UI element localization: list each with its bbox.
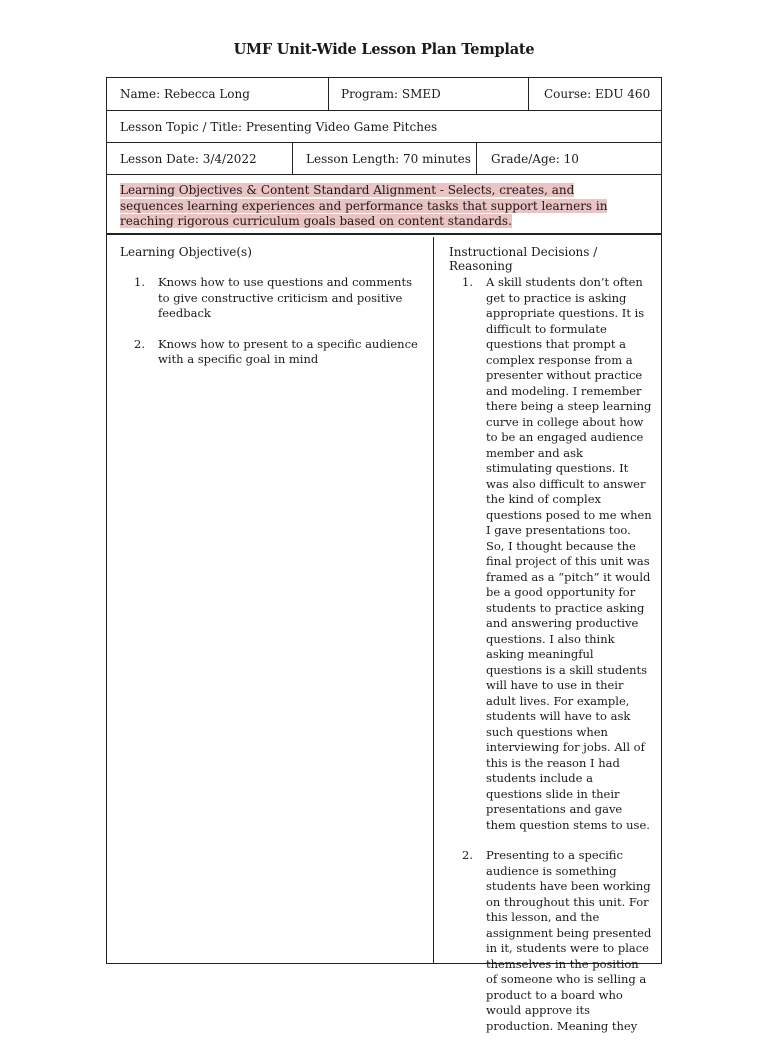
header-row-topic xyxy=(107,111,661,143)
topic-cell: Lesson Topic / Title: Presenting Video Game Pitches xyxy=(120,119,438,134)
objectives-alignment-row xyxy=(107,175,661,235)
list-text: A skill students don’t often get to practice is asking appropriate questions. It is difficult to formulate questions that prompt a complex response from a presenter without practice and modeling. I remember there being a steep learning curve in college about how to be an engaged audience member and ask stimulating questions. It was also difficult to answer the kind of complex questions posed to me when I gave presentations too. So, I thought because the final project of this unit was framed as a “pitch” it would be a good opportunity for students to practice asking and answering productive questions. I also think asking meaningful questions is a skill students will have to use in their adult lives. For example, students will have to ask such questions when interviewing for jobs. All of this is the reason I had students include a questions slide in their presentations and gave them question stems to use. xyxy=(486,275,652,832)
instructional-decisions-heading: Instructional Decisions / Reasoning xyxy=(449,245,598,273)
name-cell: Name: Rebecca Long xyxy=(120,87,250,101)
list-text: Knows how to use questions and comments to give constructive criticism and positive feedback xyxy=(158,275,412,320)
list-item xyxy=(462,848,652,1034)
program-cell: Program: SMED xyxy=(341,87,441,101)
learning-objectives-heading: Learning Objective(s) xyxy=(120,245,252,259)
list-number: 2. xyxy=(134,336,145,351)
page-title: UMF Unit-Wide Lesson Plan Template xyxy=(233,41,535,58)
course-cell: Course: EDU 460 xyxy=(544,87,651,101)
lesson-plan-table xyxy=(106,77,662,1033)
list-text: Presenting to a specific audience is something students have been working on throughout this unit. For this lesson, and the assignment being presented in it, students were to place themselves in the position of someone who is selling a product to a board who would approve its production. Meaning they xyxy=(486,848,652,1033)
learning-objectives-list xyxy=(134,275,424,383)
list-number: 2. xyxy=(462,848,473,862)
length-cell: Lesson Length: 70 minutes xyxy=(306,151,471,166)
list-item xyxy=(134,275,424,322)
list-item xyxy=(134,337,424,368)
list-item xyxy=(462,275,652,833)
objectives-alignment-text: Learning Objectives & Content Standard Alignment - Selects, creates, and sequences learning experiences and performance tasks that support learners in reaching rigorous curriculum goals based on content standards. xyxy=(120,183,608,228)
header-row-date xyxy=(107,143,661,175)
list-number: 1. xyxy=(134,275,145,289)
header-row-name xyxy=(107,78,661,111)
instructional-decisions-column xyxy=(433,237,661,1033)
grade-cell: Grade/Age: 10 xyxy=(491,151,579,166)
date-cell: Lesson Date: 3/4/2022 xyxy=(120,151,257,166)
learning-objectives-column xyxy=(107,237,433,963)
instructional-decisions-list xyxy=(462,275,652,1049)
list-text: Knows how to present to a specific audience with a specific goal in mind xyxy=(158,336,418,366)
list-number: 1. xyxy=(462,275,473,289)
